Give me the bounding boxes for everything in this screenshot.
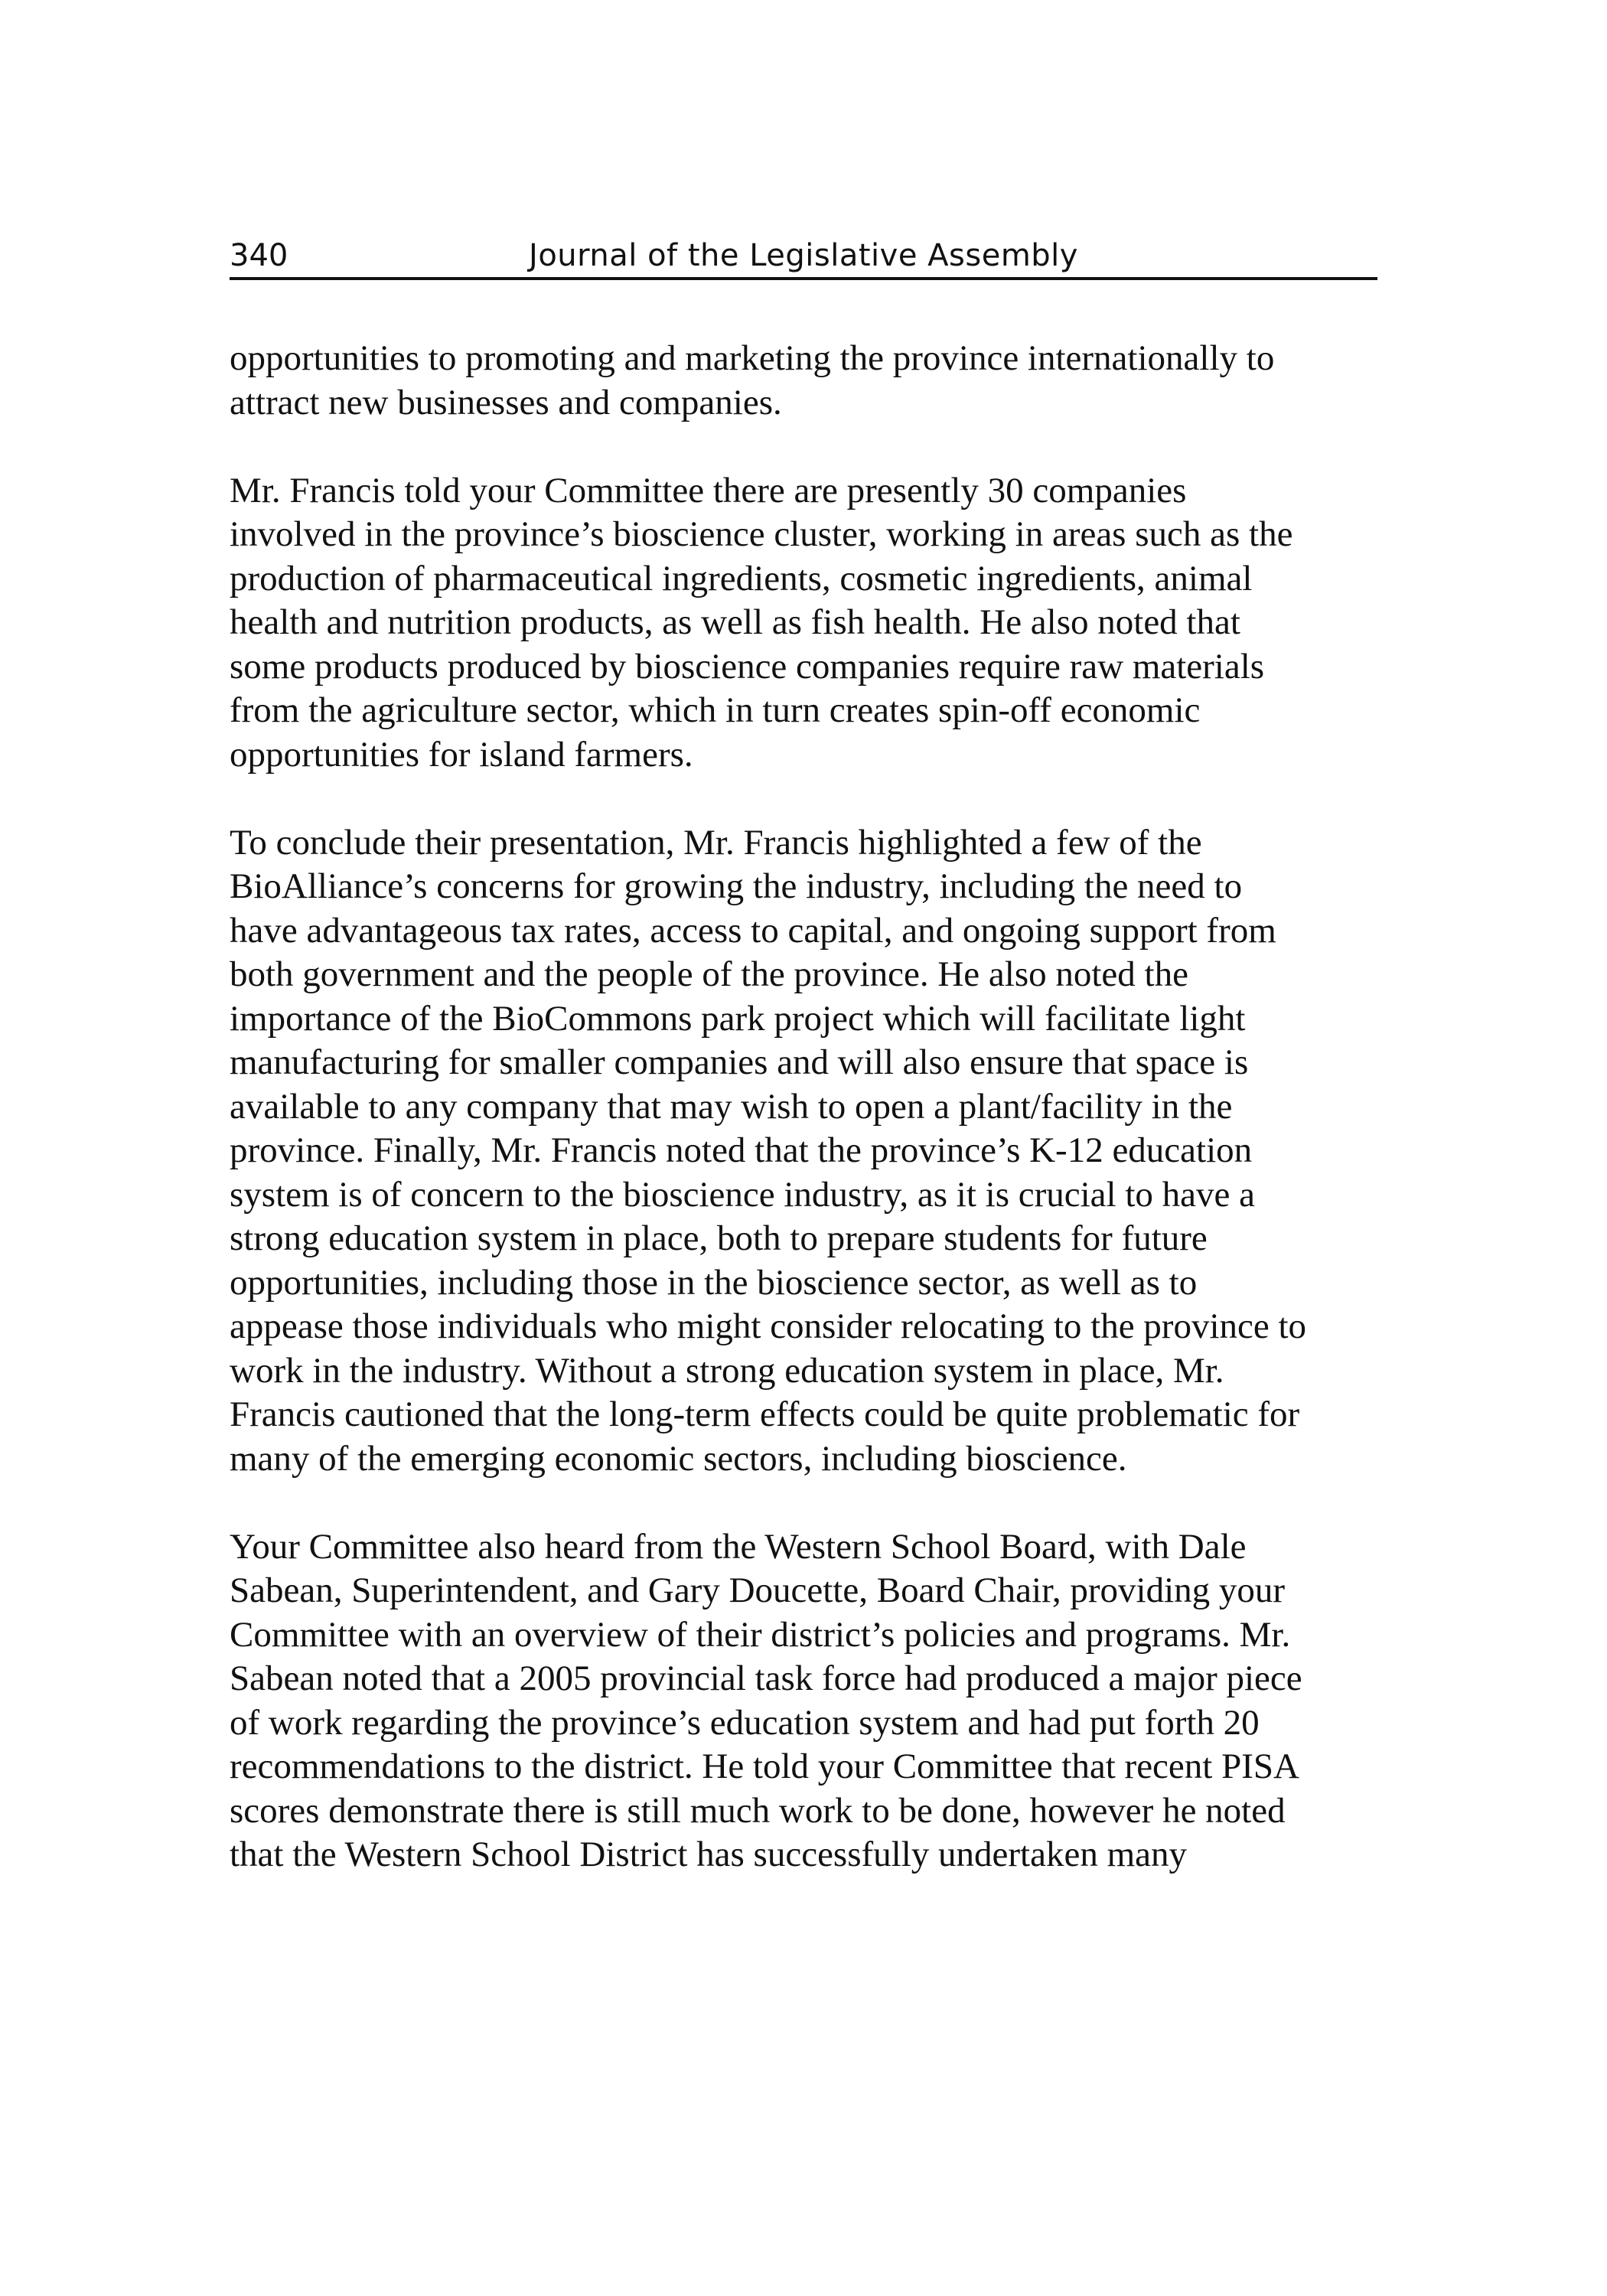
body-text	[230, 337, 1385, 1921]
paragraph: To conclude their presentation, Mr. Francis highlighted a few of the BioAlliance’s concerns for growing the industry, including the need to have advantageous tax rates, access to capital, and ongoing support from both government and the people of the province. He also noted the importance of the BioCommons park project which will facilitate light manufacturing for smaller companies and will also ensure that space is available to any company that may wish to open a plant/facility in the province. Finally, Mr. Francis noted that the province’s K-12 education system is of concern to the bioscience industry, as it is crucial to have a strong education system in place, both to prepare students for future opportunities, including those in the bioscience sector, as well as to appease those individuals who might consider relocating to the province to work in the industry. Without a strong education system in place, Mr. Francis cautioned that the long-term effects could be quite problematic for many of the emerging economic sectors, including bioscience.	[230, 822, 1307, 1479]
running-title: Journal of the Legislative Assembly	[529, 238, 1078, 273]
page-header	[230, 234, 1377, 280]
paragraph: Mr. Francis told your Committee there are presently 30 companies involved in the province’s bioscience cluster, working in areas such as the production of pharmaceutical ingredients, cosmetic ingredients, animal health and nutrition products, as well as fish health. He also noted that some products produced by bioscience companies require raw materials from the agriculture sector, which in turn creates spin-off economic opportunities for island farmers.	[230, 470, 1293, 775]
paragraph: Your Committee also heard from the Western School Board, with Dale Sabean, Superintendent, and Gary Doucette, Board Chair, providing your Committee with an overview of their district’s policies and programs. Mr. Sabean noted that a 2005 provincial task force had produced a major piece of work regarding the province’s education system and had put forth 20 recommendations to the district. He told your Committee that recent PISA scores demonstrate there is still much work to be done, however he noted that the Western School District has successfully undertaken many	[230, 1526, 1302, 1874]
paragraph: opportunities to promoting and marketing the province internationally to attract new businesses and companies.	[230, 338, 1275, 422]
page-number: 340	[230, 238, 288, 273]
